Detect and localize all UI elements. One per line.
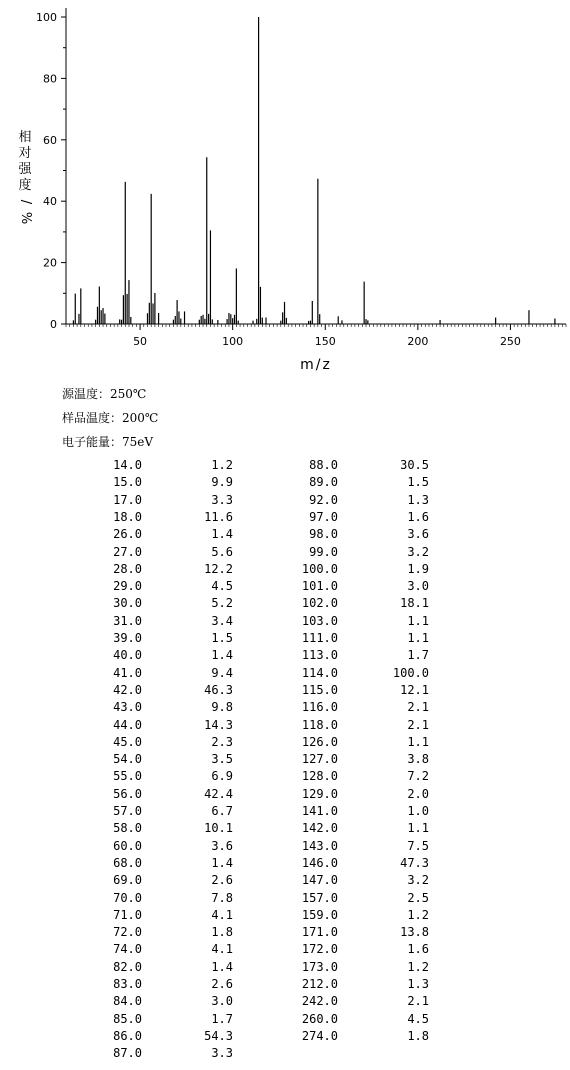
intensity-value: 3.6 [407,527,429,542]
electron-energy: 电子能量：75eV [62,435,154,449]
table-row [0,787,570,805]
intensity-value: 3.8 [407,752,429,767]
table-row [0,1012,570,1030]
intensity-value: 2.1 [407,994,429,1009]
mz-value: 74.0 [113,942,142,957]
mz-value: 159.0 [301,907,338,922]
mz-value: 99.0 [309,544,338,559]
mz-value: 116.0 [301,700,338,715]
intensity-value: 1.0 [407,804,429,818]
intensity-value: 1.1 [407,631,429,645]
mz-value: 85.0 [113,1011,142,1026]
sample-temperature: 样品温度：200℃ [62,411,159,425]
intensity-value: 1.7 [211,1011,233,1026]
mz-value: 39.0 [113,631,142,645]
intensity-value: 1.4 [211,959,233,974]
intensity-value: 18.1 [400,596,429,611]
y-tick-label: 0 [50,318,57,331]
x-tick-label: 200 [407,335,429,348]
table-row [0,510,570,528]
table-row [0,1029,570,1047]
mz-value: 40.0 [113,648,142,663]
intensity-value: 12.1 [400,682,429,697]
mz-value: 102.0 [301,596,338,611]
intensity-value: 6.9 [211,769,233,784]
mz-value: 173.0 [301,959,338,974]
mz-value: 45.0 [113,734,142,749]
mz-value: 129.0 [301,786,338,801]
table-row [0,718,570,736]
mz-value: 142.0 [301,821,338,836]
intensity-value: 100.0 [392,665,429,680]
intensity-value: 1.1 [407,613,429,628]
mz-value: 113.0 [301,648,338,663]
x-tick-label: 250 [499,335,521,348]
intensity-value: 1.3 [407,977,429,991]
mz-value: 114.0 [301,665,338,680]
table-row [0,493,570,511]
intensity-value: 1.1 [407,734,429,749]
mz-value: 118.0 [301,717,338,732]
x-tick-label: 150 [314,335,336,348]
table-row [0,873,570,891]
table-row [0,839,570,857]
mz-value: 55.0 [113,769,142,784]
mz-value: 18.0 [113,509,142,524]
mz-value: 28.0 [113,561,142,576]
table-row [0,562,570,580]
table-row [0,614,570,632]
mz-value: 86.0 [113,1028,142,1043]
table-row [0,804,570,822]
table-row [0,700,570,718]
intensity-value: 47.3 [400,855,429,870]
mz-value: 157.0 [301,890,338,905]
table-row [0,769,570,787]
table-row [0,856,570,874]
intensity-value: 2.5 [407,890,429,905]
chart-axes [66,8,566,324]
intensity-value: 7.2 [407,769,429,784]
y-axis-label-char: 对 [18,146,32,161]
y-axis-label-char: % [18,211,33,225]
x-tick-label: 100 [222,335,244,348]
table-row [0,942,570,960]
intensity-value: 7.5 [407,838,429,853]
mz-value: 127.0 [301,752,338,767]
intensity-value: 2.0 [407,786,429,801]
intensity-value: 9.8 [211,700,233,715]
mz-value: 115.0 [301,682,338,697]
y-axis-label [16,130,34,226]
mz-value: 41.0 [113,665,142,680]
mz-value: 42.0 [113,682,142,697]
intensity-value: 1.5 [211,631,233,645]
mz-value: 82.0 [113,959,142,974]
mz-value: 71.0 [113,907,142,922]
intensity-value: 54.3 [204,1028,233,1043]
mz-value: 69.0 [113,873,142,888]
intensity-value: 12.2 [204,561,233,576]
mz-value: 44.0 [113,717,142,732]
intensity-value: 1.6 [407,942,429,957]
intensity-value: 3.2 [407,544,429,559]
mz-value: 146.0 [301,855,338,870]
intensity-value: 13.8 [400,925,429,940]
mz-value: 26.0 [113,527,142,542]
table-row [0,1046,570,1064]
x-axis-label: m/z [300,357,332,373]
intensity-value: 5.6 [211,544,233,559]
mz-value: 58.0 [113,821,142,836]
mz-value: 92.0 [309,492,338,507]
y-axis-label-char: 度 [18,178,32,193]
mz-value: 274.0 [301,1028,338,1043]
mz-value: 128.0 [301,769,338,784]
intensity-value: 1.3 [407,492,429,507]
mz-value: 103.0 [301,613,338,628]
intensity-value: 4.1 [211,942,233,957]
intensity-value: 3.5 [211,752,233,767]
intensity-value: 1.4 [211,648,233,663]
intensity-value: 3.0 [211,994,233,1009]
y-axis-label-char: 强 [18,162,32,177]
tick-labels [36,11,521,348]
table-row [0,527,570,545]
mz-value: 98.0 [309,527,338,542]
table-row [0,475,570,493]
x-tick-label: 50 [133,335,148,348]
mz-value: 15.0 [113,475,142,490]
intensity-value: 10.1 [204,821,233,836]
intensity-value: 42.4 [204,786,233,801]
mz-value: 84.0 [113,994,142,1009]
intensity-value: 1.7 [407,648,429,663]
intensity-value: 1.2 [407,959,429,974]
mz-value: 111.0 [301,631,338,645]
table-row [0,631,570,649]
mz-value: 29.0 [113,579,142,594]
intensity-value: 1.8 [407,1028,429,1043]
y-tick-label: 60 [43,133,57,147]
mz-value: 147.0 [301,873,338,888]
y-axis-label-char: / [18,199,33,205]
mz-value: 100.0 [301,561,338,576]
mz-value: 87.0 [113,1046,142,1061]
mz-value: 30.0 [113,596,142,611]
table-row [0,752,570,770]
mass-spectrum-chart [0,0,570,380]
table-row [0,666,570,684]
intensity-value: 1.1 [407,821,429,836]
intensity-value: 3.3 [211,492,233,507]
mz-value: 89.0 [309,475,338,490]
table-row [0,977,570,995]
mz-value: 70.0 [113,890,142,905]
intensity-value: 1.2 [407,907,429,922]
intensity-value: 30.5 [400,458,429,472]
mz-value: 72.0 [113,925,142,940]
mz-value: 212.0 [301,977,338,991]
intensity-value: 9.9 [211,475,233,490]
y-tick-label: 40 [43,195,57,209]
intensity-value: 1.6 [407,509,429,524]
mz-value: 141.0 [301,804,338,818]
mz-value: 97.0 [309,509,338,524]
mz-value: 43.0 [113,700,142,715]
table-row [0,925,570,943]
mz-value: 27.0 [113,544,142,559]
table-row [0,596,570,614]
table-row [0,683,570,701]
table-row [0,891,570,909]
mz-value: 60.0 [113,838,142,853]
intensity-value: 11.6 [204,509,233,524]
intensity-value: 1.4 [211,527,233,542]
intensity-value: 1.5 [407,475,429,490]
intensity-value: 1.9 [407,561,429,576]
y-tick-label: 100 [36,11,57,24]
mz-value: 56.0 [113,786,142,801]
intensity-value: 2.1 [407,717,429,732]
table-row [0,458,570,476]
y-tick-label: 80 [43,72,57,86]
intensity-value: 1.8 [211,925,233,940]
table-row [0,648,570,666]
intensity-value: 9.4 [211,665,233,680]
table-row [0,735,570,753]
mz-value: 88.0 [309,458,338,472]
mz-value: 172.0 [301,942,338,957]
mz-value: 242.0 [301,994,338,1009]
intensity-value: 3.2 [407,873,429,888]
mz-value: 126.0 [301,734,338,749]
intensity-value: 2.6 [211,977,233,991]
intensity-value: 5.2 [211,596,233,611]
intensity-value: 3.6 [211,838,233,853]
intensity-value: 14.3 [204,717,233,732]
mz-value: 260.0 [301,1011,338,1026]
intensity-value: 6.7 [211,804,233,818]
intensity-value: 1.4 [211,855,233,870]
mz-value: 171.0 [301,925,338,940]
intensity-value: 1.2 [211,458,233,472]
table-row [0,960,570,978]
intensity-value: 2.1 [407,700,429,715]
intensity-value: 4.1 [211,907,233,922]
mz-value: 14.0 [113,458,142,472]
intensity-value: 3.4 [211,613,233,628]
y-tick-label: 20 [43,256,57,270]
intensity-value: 4.5 [211,579,233,594]
y-axis-label-char: 相 [18,130,32,145]
source-temperature: 源温度：250℃ [62,387,147,401]
mz-value: 143.0 [301,838,338,853]
mz-value: 101.0 [301,579,338,594]
intensity-value: 3.3 [211,1046,233,1061]
intensity-value: 7.8 [211,890,233,905]
table-row [0,821,570,839]
intensity-value: 46.3 [204,682,233,697]
table-row [0,908,570,926]
intensity-value: 2.6 [211,873,233,888]
table-row [0,545,570,563]
mz-value: 68.0 [113,855,142,870]
table-row [0,579,570,597]
intensity-value: 4.5 [407,1011,429,1026]
mz-value: 54.0 [113,752,142,767]
mz-value: 83.0 [113,977,142,991]
intensity-value: 2.3 [211,734,233,749]
intensity-value: 3.0 [407,579,429,594]
mz-value: 57.0 [113,804,142,818]
table-row [0,994,570,1012]
mz-value: 31.0 [113,613,142,628]
peak-bars [73,17,554,324]
mz-value: 17.0 [113,492,142,507]
